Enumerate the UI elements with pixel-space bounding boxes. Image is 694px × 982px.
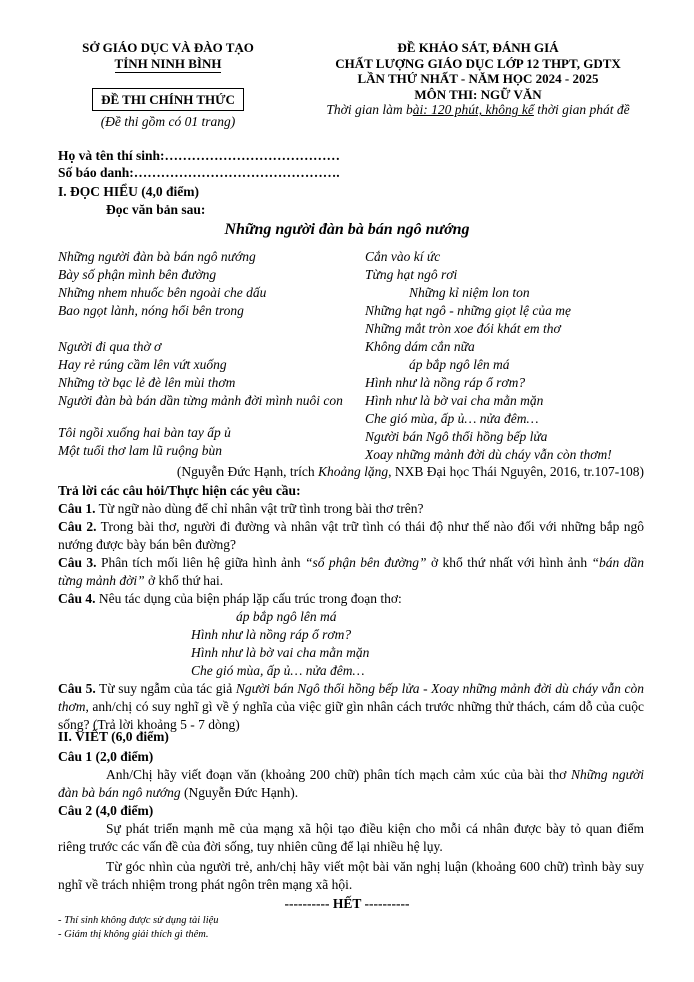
exam-title-header [282,40,674,119]
excerpt-line: Hình như là bờ vai cha mằn mặn [191,645,370,660]
question-2: Câu 2. Trong bài thơ, người đi đường và nhân vật trữ tình có thái độ như thế nào đối với những bắp ngô nướng được bày bán bên đường? [58,519,644,552]
poem-line: Không dám cắn nữa [365,339,475,354]
poem-right-column [365,248,612,464]
questions-block [58,482,644,734]
q4-excerpt [58,608,644,680]
writing-q1-text: Anh/Chị hãy viết đoạn văn (khoảng 200 chữ) phân tích mạch cảm xúc của bài thơ Những người đàn bà bán ngô nướng (Nguyễn Đức Hạnh). [58,767,644,800]
excerpt-line: Hình như là nồng ráp ổ rơm? [191,627,352,642]
candidate-id-line: Số báo danh:………………………………………. [58,164,340,180]
writing-q1-heading: Câu 1 (2,0 điểm) [58,749,154,764]
question-4: Câu 4. Nêu tác dụng của biện pháp lặp cấu trúc trong đoạn thơ: [58,591,402,606]
poem-line: Người đi qua thờ ơ [58,339,162,354]
official-exam-box: ĐỀ THI CHÍNH THỨC [92,88,244,112]
reading-instruction: Đọc văn bản sau: [106,202,206,217]
poem-line: Hay rẻ rúng cầm lên vứt xuống [58,357,227,372]
candidate-name-line: Họ và tên thí sinh:………………………………… [58,148,341,163]
candidate-info [58,148,340,182]
exam-title-line-2: CHẤT LƯỢNG GIÁO DỤC LỚP 12 THPT, GDTX [335,55,621,71]
poem-line: Từng hạt ngô rơi [365,267,458,282]
province-name: TỈNH NINH BÌNH [114,55,222,71]
question-1: Câu 1. Từ ngữ nào dùng để chỉ nhân vật trữ tình trong bài thơ trên? [58,501,424,516]
writing-q2-paragraph-2: Từ góc nhìn của người trẻ, anh/chị hãy viết một bài văn nghị luận (khoảng 600 chữ) trình bày suy nghĩ về trách nhiệm trong phát ngôn trên mạng xã hội. [58,859,644,892]
end-mark: ---------- HẾT ---------- [284,896,410,911]
poem-line: Những hạt ngô - những giọt lệ của mẹ [365,303,571,318]
footnote: - Giám thị không giải thích gì thêm. [58,929,209,940]
poem-stanza-3 [58,424,231,460]
poem-line: Những tờ bạc lẻ đè lên mùi thơm [58,375,236,390]
poem-line: Hình như là bờ vai cha mằn mặn [365,393,544,408]
poem-line: Người đàn bà bán dần từng mảnh đời mình nuôi con [58,393,343,408]
exam-title-line-3: LẦN THỨ NHẤT - NĂM HỌC 2024 - 2025 [357,71,599,87]
footnotes [58,914,219,942]
poem-line: Xoay những mảnh đời dù cháy vẫn còn thơm! [365,447,612,462]
time-allowed: Thời gian làm bài: 120 phút, không kể thời gian phát đề [326,102,630,118]
poem-stanza-1 [58,248,266,320]
question-5: Câu 5. Từ suy ngẫm của tác giả Người bán Ngô thổi hồng bếp lửa - Xoay những mảnh đời dù cháy vẫn còn thơm, anh/chị có suy nghĩ gì về ý nghĩa của việc giữ gìn nhân cách trước những thử thách, cám dỗ của cuộc sống? (Trả lời khoảng 5 - 7 dòng) [58,681,644,732]
poem-line: Cắn vào kí ức [365,249,441,264]
poem-line: Bao ngọt lành, nóng hổi bên trong [58,303,244,318]
department-name: SỞ GIÁO DỤC VÀ ĐÀO TẠO [82,40,254,55]
poem-line: Những người đàn bà bán ngô nướng [58,249,256,264]
poem-line: Người bán Ngô thổi hồng bếp lửa [365,429,548,444]
subject-line: MÔN THI: NGỮ VĂN [414,86,542,102]
writing-q2-heading: Câu 2 (4,0 điểm) [58,803,154,818]
footnote: - Thí sinh không được sử dụng tài liệu [58,915,219,926]
poem-line: Những mắt tròn xoe đói khát em thơ [365,321,561,336]
writing-section [58,728,644,894]
writing-q2-paragraph-1: Sự phát triển mạnh mẽ của mạng xã hội tạo điều kiện cho mỗi cá nhân được bày tỏ quan điểm riêng trước các vấn đề của đời sống, tuy nhiên cũng để lại nhiều hệ lụy. [58,821,644,854]
poem-line: Tôi ngồi xuống hai bàn tay ấp ủ [58,425,231,440]
poem-source: (Nguyễn Đức Hạnh, trích Khoảng lặng, NXB Đại học Thái Nguyên, 2016, tr.107-108) [176,464,644,479]
poem-title: Những người đàn bà bán ngô nướng [224,221,470,238]
poem-line: áp bắp ngô lên má [409,357,510,372]
poem-line: Che gió mùa, ấp ủ… nửa đêm… [365,411,539,426]
issuer-header [58,40,278,130]
section-1-heading: I. ĐỌC HIỂU (4,0 điểm) [58,184,199,199]
poem-line: Hình như là nồng ráp ổ rơm? [365,375,526,390]
excerpt-line: áp bắp ngô lên má [236,609,337,624]
question-3: Câu 3. Phân tích mối liên hệ giữa hình ảnh “số phận bên đường” ở khổ thứ nhất với hình ảnh “bán dần từng mảnh đời” ở khổ thứ hai. [58,555,644,588]
exam-title-line-1: ĐỀ KHẢO SÁT, ĐÁNH GIÁ [397,40,559,55]
questions-heading: Trả lời các câu hỏi/Thực hiện các yêu cầu: [58,483,301,498]
page-count-note: (Đề thi gồm có 01 trang) [100,114,236,130]
section-2-heading: II. VIẾT (6,0 điểm) [58,729,169,744]
poem-line: Một tuổi thơ lam lũ ruộng bùn [58,443,222,458]
poem-line: Những nhem nhuốc bên ngoài che dấu [58,285,267,300]
poem-line: Những kỉ niệm lon ton [409,285,530,300]
poem-line: Bày số phận mình bên đường [58,267,217,282]
excerpt-line: Che gió mùa, ấp ủ… nửa đêm… [191,663,365,678]
poem-stanza-2 [58,338,343,410]
